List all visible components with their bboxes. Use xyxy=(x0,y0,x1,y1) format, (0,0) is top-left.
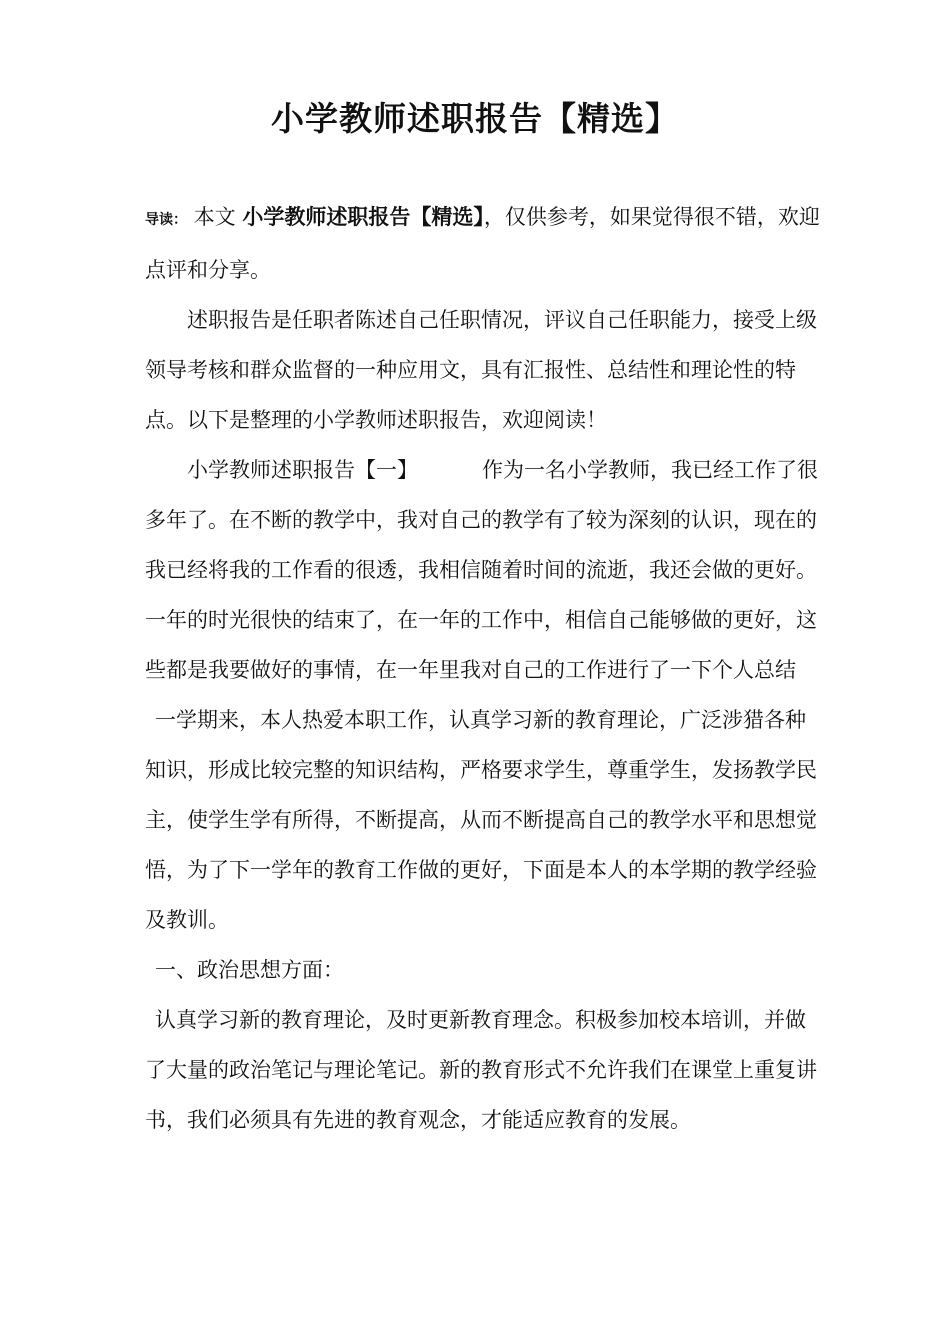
intro-prefix: 本文 xyxy=(193,205,236,229)
paragraph-1: 述职报告是任职者陈述自己任职情况，评议自己任职能力，接受上级领导考核和群众监督的一种应用文，具有汇报性、总结性和理论性的特点。以下是整理的小学教师述职报告，欢迎阅读！ xyxy=(145,308,817,432)
document-title: 小学教师述职报告【精选】 xyxy=(271,99,679,138)
paragraph-2-body: 作为一名小学教师，我已经工作了很多年了。在不断的教学中，我对自己的教学有了较为深刻的认识，现在的我已经将我的工作看的很透，我相信随着时间的流逝，我还会做的更好。一年的时光很快的结束了，在一年的工作中，相信自己能够做的更好，这些都是我要做好的事情，在一年里我对自己的工作进行了一下个人总结 xyxy=(145,458,818,682)
report-heading-1: 小学教师述职报告【一】 xyxy=(187,458,418,482)
paragraph-2 xyxy=(145,445,825,695)
paragraph-3: 一学期来，本人热爱本职工作，认真学习新的教育理论，广泛涉猎各种知识，形成比较完整的知识结构，严格要求学生，尊重学生，发扬教学民主，使学生学有所得，不断提高，从而不断提高自己的教学水平和思想觉悟，为了下一学年的教育工作做的更好，下面是本人的本学期的教学经验及教训。 xyxy=(145,708,817,932)
intro-suffix: ，仅供参考，如果觉得很不错，欢迎点评和分享。 xyxy=(145,205,820,282)
section-heading-1: 一、政治思想方面： xyxy=(155,958,344,982)
intro-bold-title: 小学教师述职报告【精选】 xyxy=(242,205,484,229)
intro-label: 导读： xyxy=(145,212,187,228)
intro-paragraph xyxy=(145,192,825,295)
document-body xyxy=(145,192,825,1145)
paragraph-4: 认真学习新的教育理论，及时更新教育理念。积极参加校本培训，并做了大量的政治笔记与理论笔记。新的教育形式不允许我们在课堂上重复讲书，我们必须具有先进的教育观念，才能适应教育的发展。 xyxy=(145,1008,817,1132)
